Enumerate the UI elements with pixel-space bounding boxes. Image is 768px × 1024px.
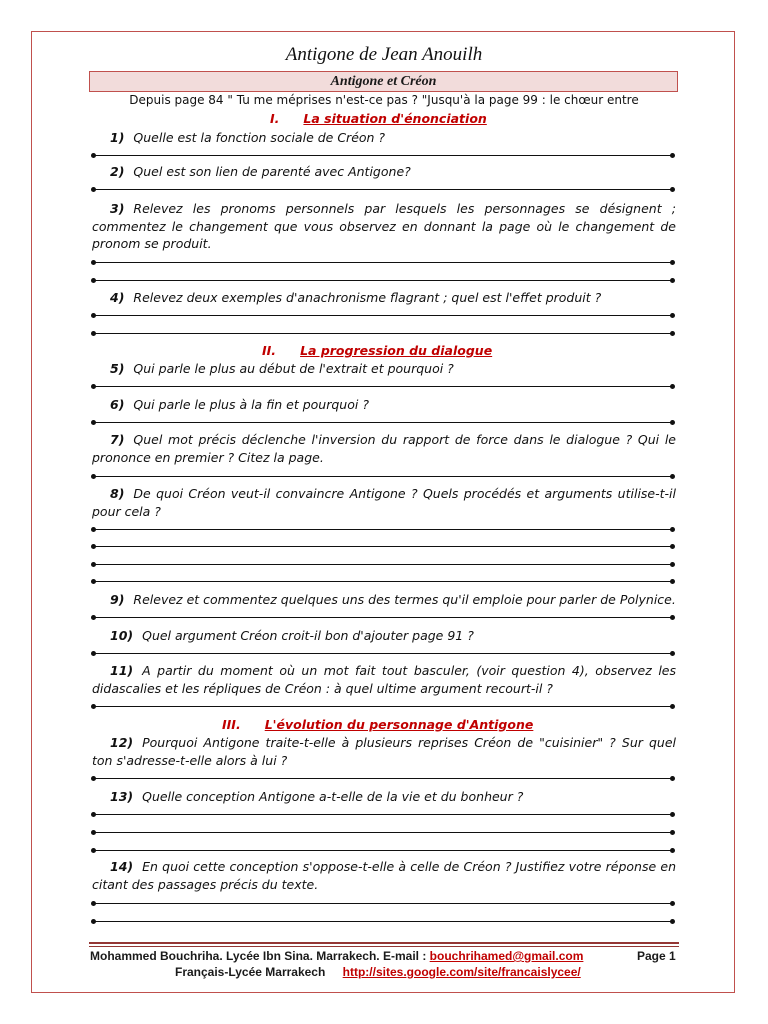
question-number: 6) [110, 397, 125, 412]
question-text: Quelle conception Antigone a-t-elle de la vie et du bonheur ? [142, 789, 524, 804]
question-number: 5) [110, 361, 125, 376]
answer-line [94, 814, 672, 815]
question [92, 289, 676, 307]
question [92, 591, 676, 609]
question-number: 10) [110, 628, 134, 643]
section-title: La progression du dialogue [300, 343, 493, 358]
answer-line [94, 832, 672, 833]
section-heading [270, 111, 487, 126]
question [92, 200, 676, 253]
answer-line [94, 155, 672, 156]
question [92, 858, 676, 893]
answer-line [94, 262, 672, 263]
question-number: 1) [110, 130, 125, 145]
question [92, 734, 676, 769]
footer-page-number: Page 1 [637, 949, 676, 963]
document-title: Antigone de Jean Anouilh [285, 44, 483, 65]
section-numeral: II. [262, 343, 277, 358]
answer-line [94, 333, 672, 334]
question-number: 13) [110, 789, 134, 804]
footer-rule [89, 942, 679, 944]
answer-line [94, 280, 672, 281]
footer-url-link[interactable]: http://sites.google.com/site/francaislycee/ [342, 965, 581, 979]
question-text: Quelle est la fonction sociale de Créon ? [133, 130, 386, 145]
question-number: 3) [110, 201, 125, 216]
answer-line [94, 903, 672, 904]
answer-line [94, 529, 672, 530]
answer-line [94, 546, 672, 547]
question-number: 2) [110, 164, 125, 179]
question-text: Qui parle le plus à la fin et pourquoi ? [133, 397, 369, 412]
footer-site-label: Français-Lycée Marrakech [175, 965, 326, 979]
question-number: 11) [110, 663, 134, 678]
answer-line [94, 850, 672, 851]
question [92, 129, 676, 147]
subtitle-banner: Antigone et Créon [89, 71, 678, 92]
section-numeral: III. [222, 717, 241, 732]
footer-author-text: Mohammed Bouchriha. Lycée Ibn Sina. Marrakech. E-mail : [90, 949, 430, 963]
question [92, 396, 676, 414]
intro-line: Depuis page 84 " Tu me méprises n'est-ce pas ? "Jusqu'à la page 99 : le chœur entre [129, 93, 639, 107]
question-text: Relevez et commentez quelques uns des termes qu'il emploie pour parler de Polynice. [133, 592, 676, 607]
question-text: De quoi Créon veut-il convaincre Antigone ? Quels procédés et arguments utilise-t-il pour cela ? [92, 486, 676, 519]
question [92, 485, 676, 520]
question [92, 788, 676, 806]
question-number: 4) [110, 290, 125, 305]
question [92, 163, 676, 181]
question-text: Relevez deux exemples d'anachronisme flagrant ; quel est l'effet produit ? [133, 290, 602, 305]
answer-line [94, 921, 672, 922]
question [92, 662, 676, 697]
footer-rule [89, 946, 679, 947]
question [92, 360, 676, 378]
section-title: La situation d'énonciation [303, 111, 487, 126]
answer-line [94, 653, 672, 654]
footer-author [90, 949, 583, 963]
footer-email-link[interactable]: bouchrihamed@gmail.com [429, 949, 584, 963]
answer-line [94, 617, 672, 618]
question-number: 14) [110, 859, 134, 874]
answer-line [94, 189, 672, 190]
answer-line [94, 581, 672, 582]
question [92, 431, 676, 466]
section-heading [222, 717, 533, 732]
answer-line [94, 422, 672, 423]
question [92, 627, 676, 645]
question-text: Quel est son lien de parenté avec Antigone? [133, 164, 411, 179]
question-text: Pourquoi Antigone traite-t-elle à plusieurs reprises Créon de "cuisinier" ? Sur quel ton s'adresse-t-elle alors à lui ? [92, 735, 676, 768]
section-numeral: I. [270, 111, 280, 126]
question-text: Relevez les pronoms personnels par lesquels les personnages se désignent ; commentez le changement que vous observez en donnant la page où le changement de pronom se produit. [92, 201, 676, 251]
question-text: Qui parle le plus au début de l'extrait et pourquoi ? [133, 361, 454, 376]
answer-line [94, 564, 672, 565]
answer-line [94, 778, 672, 779]
question-number: 8) [110, 486, 125, 501]
section-title: L'évolution du personnage d'Antigone [264, 717, 534, 732]
question-number: 7) [110, 432, 125, 447]
question-number: 12) [110, 735, 134, 750]
answer-line [94, 476, 672, 477]
answer-line [94, 315, 672, 316]
question-text: Quel mot précis déclenche l'inversion du rapport de force dans le dialogue ? Qui le prononce en premier ? Citez la page. [92, 432, 676, 465]
question-number: 9) [110, 592, 125, 607]
footer-site [175, 965, 581, 979]
section-heading [262, 343, 492, 358]
answer-line [94, 706, 672, 707]
answer-line [94, 386, 672, 387]
question-text: Quel argument Créon croit-il bon d'ajouter page 91 ? [142, 628, 474, 643]
question-text: En quoi cette conception s'oppose-t-elle à celle de Créon ? Justifiez votre réponse en citant des passages précis du texte. [92, 859, 676, 892]
question-text: A partir du moment où un mot fait tout basculer, (voir question 4), observez les didascalies et les répliques de Créon : à quel ultime argument recourt-il ? [92, 663, 676, 696]
